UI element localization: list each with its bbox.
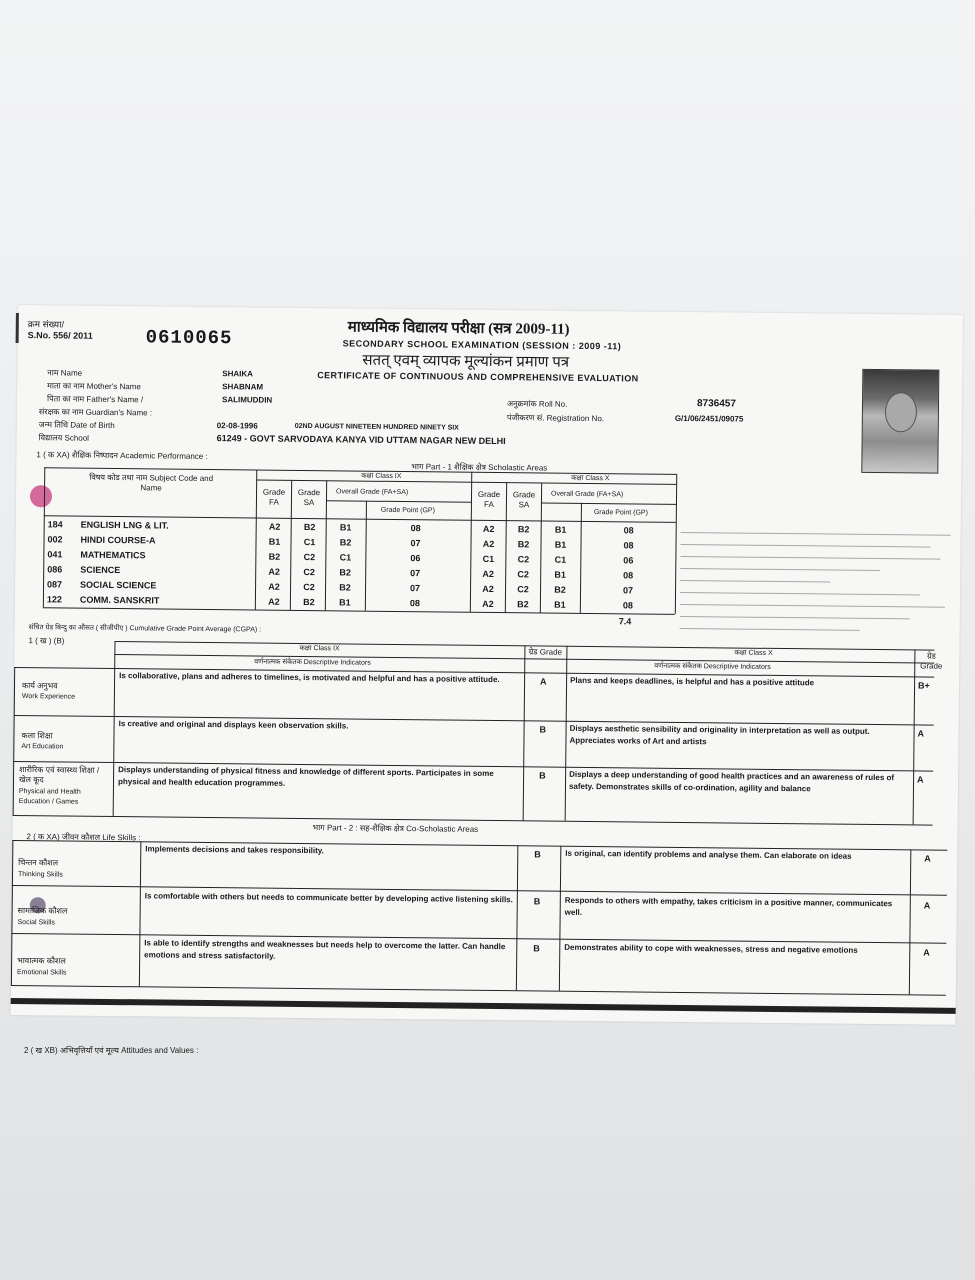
grade-9: A — [540, 676, 547, 687]
title-hindi: माध्यमिक विद्यालय परीक्षा (सत्र 2009-11) — [347, 319, 570, 338]
grade-sa-10: C2 — [517, 554, 530, 565]
desc-header-10: वर्णनात्मक संकेतक Descriptive Indicators — [654, 662, 771, 671]
grade-sa-9: C2 — [303, 567, 316, 578]
overall-grade-9: C1 — [339, 552, 352, 563]
grade-point-9: 07 — [410, 538, 421, 549]
photo-face — [885, 392, 917, 432]
skill-descriptor-9: Is able to identify strengths and weaknesses but needs help to overcome the latter. Can handle emotions and stress satisfactorily. — [144, 938, 506, 961]
overall-grade-10: C1 — [554, 554, 567, 565]
table-rule — [909, 849, 912, 994]
grade-point-10: 06 — [623, 555, 634, 566]
grade-point-header-9: Grade Point (GP) — [380, 506, 435, 515]
faint-note-line — [681, 544, 931, 548]
overall-grade-10: B2 — [554, 584, 566, 595]
dob-words: 02ND AUGUST NINETEEN HUNDRED NINETY SIX — [294, 422, 459, 432]
name-label: नाम Name — [47, 368, 83, 378]
grade-point-10: 08 — [622, 600, 633, 611]
table-rule — [11, 840, 14, 985]
grade-fa-header-10: Grade FA — [477, 489, 501, 509]
table-rule — [516, 845, 519, 990]
table-rule — [505, 482, 507, 612]
guardian-label: संरक्षक का नाम Guardian's Name : — [38, 407, 153, 418]
roll-label: अनुक्रमांक Roll No. — [506, 399, 568, 409]
subject-header: विषय कोड तथा नाम Subject Code and Name — [89, 472, 214, 493]
table-rule — [43, 467, 45, 607]
grade-point-header-10: Grade Point (GP) — [593, 509, 648, 517]
grade-point-10: 08 — [623, 525, 634, 536]
grade-fa-10: A2 — [482, 523, 495, 535]
table-rule — [325, 480, 327, 610]
subject-code: 087 — [47, 579, 63, 590]
pink-marker-dot — [30, 485, 52, 507]
faint-note-line — [681, 532, 951, 536]
grade-point-9: 06 — [410, 553, 421, 564]
grade-sa-10: C2 — [517, 584, 529, 595]
row-label-hi: कार्य अनुभव — [21, 681, 58, 691]
table-rule — [580, 503, 582, 613]
grade-sa-header-10: Grade SA — [512, 490, 536, 510]
skill-grade-9: B — [533, 943, 540, 954]
grade-fa-10: A2 — [482, 598, 494, 609]
faint-note-line — [680, 568, 880, 571]
grade-sa-9: C2 — [303, 582, 315, 593]
grade-sa-9: B2 — [303, 522, 316, 533]
grade-fa-9: A2 — [268, 596, 280, 607]
subject-name: HINDI COURSE-A — [80, 534, 156, 546]
descriptor-9: Is creative and original and displays keen observation skills. — [118, 719, 349, 731]
skill-label-en: Social Skills — [17, 919, 55, 927]
certificate-sheet — [11, 305, 963, 1025]
grade-header-9: ग्रेड Grade — [528, 647, 563, 657]
registration-value: G/1/06/2451/09075 — [674, 413, 744, 424]
row-label-hi: शारीरिक एवं स्वास्थ्य शिक्षा / खेल कूद — [18, 765, 100, 785]
descriptor-10: Plans and keeps deadlines, is helpful and has a positive attitude — [570, 675, 815, 688]
skill-label-en: Thinking Skills — [17, 871, 63, 879]
title-english: SECONDARY SCHOOL EXAMINATION (SESSION : 2009 -11) — [342, 338, 622, 352]
grade-10: A — [917, 728, 925, 739]
grade-fa-9: A2 — [268, 581, 280, 592]
table-rule — [290, 480, 292, 610]
skill-label-hi: भावात्मक कौशल — [17, 956, 66, 966]
subject-name: ENGLISH LNG & LIT. — [80, 519, 169, 531]
mother-label: माता का नाम Mother's Name — [47, 381, 141, 392]
skill-label-en: Emotional Skills — [16, 969, 67, 977]
faint-note-line — [680, 604, 945, 608]
descriptor-10: Displays a deep understanding of good health practices and an awareness of rules of safety. Demonstrates skills of co-ordination, agility and balance — [568, 769, 895, 794]
father-label: पिता का नाम Father's Name / — [46, 394, 144, 405]
subject-code: 002 — [47, 534, 63, 545]
binding-mark — [16, 313, 19, 343]
overall-grade-9: B1 — [339, 597, 351, 608]
school-value: 61249 - GOVT SARVODAYA KANYA VID UTTAM NAGAR NEW DELHI — [216, 433, 506, 447]
coscholastic-b-label: 1 ( ख ) (B) — [28, 636, 65, 646]
school-label: विद्यालय School — [38, 433, 90, 443]
descriptor-9: Is collaborative, plans and adheres to timelines, is motivated and helpful and has a positive attitude. — [119, 671, 500, 685]
grade-sa-9: B2 — [303, 597, 315, 608]
skill-grade-9: B — [533, 896, 541, 907]
grade-point-10: 07 — [622, 585, 634, 596]
academic-section-label: 1 ( क XA) शैक्षिक निष्पादन Academic Performance : — [36, 450, 208, 461]
subject-name: MATHEMATICS — [80, 549, 146, 561]
subject-code: 184 — [47, 519, 63, 530]
life-skills-label: 2 ( क XA) जीवन कौशल Life Skills : — [26, 832, 141, 843]
subject-code: 041 — [47, 549, 63, 560]
table-rule — [540, 482, 542, 612]
row-label-en: Physical and Health Education / Games — [18, 788, 81, 806]
grade-fa-10: A2 — [482, 568, 495, 579]
grade-fa-10: A2 — [482, 538, 495, 550]
skill-label-hi: सामाजिक कौशल — [17, 906, 68, 916]
subject-name: SOCIAL SCIENCE — [80, 579, 157, 591]
serial-label-en: S.No. 556/ 2011 — [27, 330, 93, 341]
grade-point-9: 07 — [410, 568, 421, 579]
faint-note-line — [680, 628, 860, 631]
father-value: SALIMUDDIN — [221, 395, 273, 405]
grade-sa-10: B2 — [517, 599, 529, 610]
grade-sa-10: B2 — [517, 524, 530, 535]
student-photo — [861, 369, 939, 474]
class9-header-b: कक्षा Class IX — [299, 644, 340, 653]
serial-number: 0610065 — [145, 326, 233, 350]
overall-grade-10: B1 — [554, 569, 567, 580]
dob-label: जन्म तिथि Date of Birth — [38, 420, 115, 431]
overall-grade-10: B1 — [554, 539, 567, 550]
subtitle-english: CERTIFICATE OF CONTINUOUS AND COMPREHENSIVE EVALUATION — [317, 370, 639, 384]
grade-fa-header-9: Grade FA — [262, 487, 286, 507]
grade-fa-9: B1 — [268, 536, 281, 547]
table-rule — [11, 985, 946, 996]
subject-code: 122 — [46, 594, 63, 605]
dob-value: 02-08-1996 — [216, 421, 258, 431]
overall-grade-9: B2 — [339, 582, 351, 593]
skill-descriptor-9: Implements decisions and takes responsibility. — [145, 844, 324, 856]
part1-label: भाग Part - 1 शैक्षिक क्षेत्र Scholastic Areas — [411, 462, 548, 473]
grade-point-9: 08 — [409, 598, 420, 609]
name-value: SHAIKA — [222, 369, 254, 379]
overall-grade-9: B1 — [339, 522, 352, 533]
descriptor-9: Displays understanding of physical fitness and knowledge of different sports. Participates in some physical and health education programmes. — [117, 765, 494, 788]
descriptor-10: Displays aesthetic sensibility and originality in interpretation as well as output. Appreciates works of Art and artists — [569, 723, 870, 747]
class10-header: कक्षा Class X — [571, 474, 610, 483]
part2-label: भाग Part - 2 : सह-शैक्षिक क्षेत्र Co-Scholastic Areas — [312, 823, 479, 834]
row-label-hi: कला शिक्षा — [21, 731, 53, 741]
skill-grade-10: A — [923, 900, 931, 911]
row-label-en: Work Experience — [21, 693, 76, 701]
grade-sa-header-9: Grade SA — [297, 487, 321, 508]
subject-name: COMM. SANSKRIT — [79, 594, 160, 606]
cgpa-label: संचित ग्रेड बिन्दु का औसत ( सीजीपीए ) Cumulative Grade Point Average (CGPA) : — [28, 624, 262, 634]
faint-note-line — [680, 556, 940, 560]
grade-10: A — [917, 774, 924, 785]
table-rule — [255, 470, 257, 610]
grade-point-9: 08 — [410, 523, 421, 534]
grade-fa-9: A2 — [268, 521, 281, 532]
skill-label-hi: चिन्तन कौशल — [18, 858, 59, 868]
table-rule — [13, 667, 16, 815]
overall-grade-9: B2 — [339, 567, 352, 578]
cgpa-value: 7.4 — [618, 616, 632, 627]
faint-note-line — [680, 592, 920, 596]
mother-value: SHABNAM — [222, 382, 264, 392]
overall-grade-10: B1 — [554, 524, 567, 535]
table-rule — [326, 500, 471, 503]
table-rule — [470, 472, 472, 612]
page-fold-bar — [11, 998, 956, 1014]
table-rule — [541, 502, 676, 504]
table-rule — [139, 841, 142, 986]
table-rule — [675, 474, 677, 614]
grade-point-10: 08 — [623, 570, 634, 581]
faint-note-line — [680, 580, 830, 583]
grade-point-9: 07 — [409, 583, 421, 594]
skill-descriptor-10: Demonstrates ability to cope with weaknesses, stress and negative emotions — [564, 942, 858, 955]
grade-fa-9: A2 — [268, 566, 281, 577]
roll-value: 8736457 — [696, 398, 736, 410]
skill-grade-10: A — [924, 853, 931, 864]
subject-code: 086 — [47, 564, 63, 575]
faint-note-line — [680, 616, 910, 619]
grade-sa-10: C2 — [517, 569, 530, 580]
grade-point-10: 08 — [623, 540, 634, 551]
overall-grade-10: B1 — [554, 599, 566, 610]
table-rule — [256, 480, 676, 485]
grade-fa-9: B2 — [268, 551, 281, 562]
grade-header-10: ग्रेड Grade — [920, 651, 943, 671]
registration-label: पंजीकरण सं. Registration No. — [506, 413, 605, 424]
grade-sa-10: B2 — [517, 539, 530, 550]
grade-10: B+ — [918, 680, 930, 691]
class10-header-b: कक्षा Class X — [734, 649, 773, 657]
overall-grade-header-9: Overall Grade (FA+SA) — [336, 488, 409, 497]
grade-sa-9: C2 — [303, 552, 316, 563]
skill-descriptor-10: Responds to others with empathy, takes criticism in a positive manner, communicates well. — [564, 895, 893, 917]
subtitle-hindi: सतत् एवम् व्यापक मूल्यांकन प्रमाण पत्र — [362, 352, 570, 371]
overall-grade-9: B2 — [339, 537, 352, 548]
table-rule — [365, 501, 367, 611]
skill-grade-9: B — [534, 849, 541, 860]
desc-header-9: वर्णनात्मक संकेतक Descriptive Indicators — [254, 658, 371, 667]
skill-descriptor-10: Is original, can identify problems and analyse them. Can elaborate on ideas — [565, 848, 852, 861]
skill-grade-10: A — [923, 947, 930, 958]
class9-header: कक्षा Class IX — [361, 472, 402, 481]
serial-label-hi: क्रम संख्या/ — [27, 319, 65, 330]
grade-9: B — [539, 724, 547, 735]
row-label-en: Art Education — [21, 743, 64, 751]
subject-name: SCIENCE — [80, 564, 121, 576]
attitudes-values-label: 2 ( ख XB) अभिवृत्तियाँ एवं मूल्य Attitudes and Values : — [24, 1046, 199, 1055]
skill-descriptor-9: Is comfortable with others but needs to communicate better by developing active listening skills. — [144, 891, 513, 905]
grade-9: B — [539, 770, 546, 781]
grade-fa-10: A2 — [482, 583, 494, 594]
overall-grade-header-10: Overall Grade (FA+SA) — [551, 490, 624, 499]
table-rule — [559, 846, 562, 991]
grade-sa-9: C1 — [303, 537, 316, 548]
grade-fa-10: C1 — [482, 553, 495, 564]
